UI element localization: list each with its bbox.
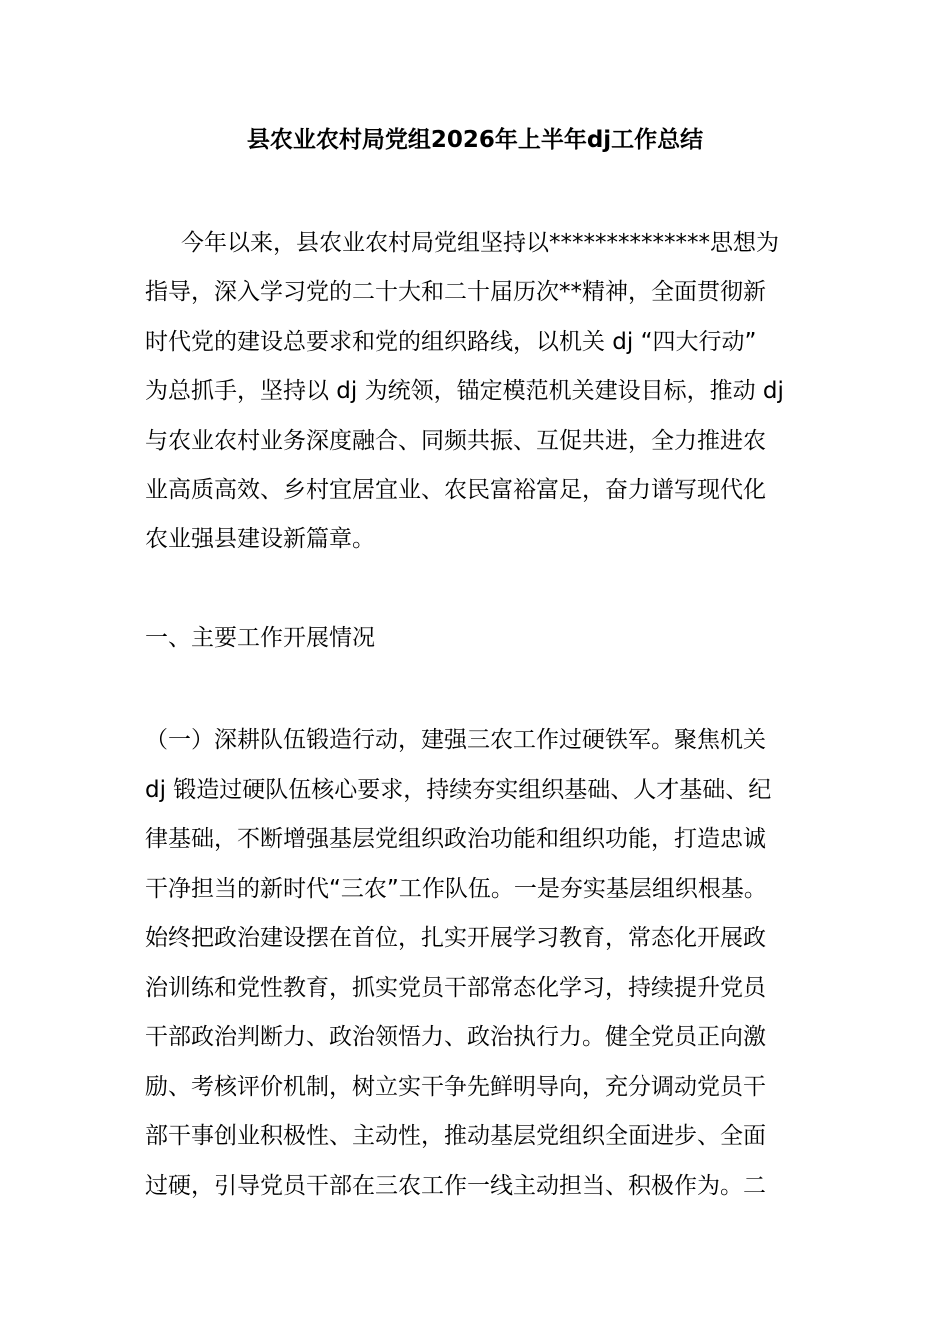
intro-line: 指导，深入学习党的二十大和二十届历次**精神，全面贯彻新: [145, 279, 766, 305]
document-title: 县农业农村局党组2026年上半年dj工作总结: [246, 127, 704, 153]
body-line: 部干事创业积极性、主动性，推动基层党组织全面进步、全面: [145, 1123, 766, 1149]
body-line: 干部政治判断力、政治领悟力、政治执行力。健全党员正向激: [145, 1024, 766, 1050]
intro-line: 时代党的建设总要求和党的组织路线，以机关 dj “四大行动”: [145, 329, 757, 355]
body-line: （一）深耕队伍锻造行动，建强三农工作过硬铁军。聚焦机关: [145, 727, 766, 753]
body-line: 干净担当的新时代“三农”工作队伍。一是夯实基层组织根基。: [145, 876, 767, 902]
intro-line: 今年以来，县农业农村局党组坚持以**************思想为: [181, 230, 779, 256]
section-heading: 一、主要工作开展情况: [145, 625, 375, 651]
body-line: dj 锻造过硬队伍核心要求，持续夯实组织基础、人才基础、纪: [145, 777, 772, 803]
body-line: 始终把政治建设摆在首位，扎实开展学习教育，常态化开展政: [145, 925, 766, 951]
body-line: 律基础，不断增强基层党组织政治功能和组织功能，打造忠诚: [145, 826, 766, 852]
intro-line: 业高质高效、乡村宜居宜业、农民富裕富足，奋力谱写现代化: [145, 477, 766, 503]
intro-line: 农业强县建设新篇章。: [145, 526, 375, 552]
intro-line: 与农业农村业务深度融合、同频共振、互促共进，全力推进农: [145, 428, 766, 454]
body-line: 治训练和党性教育，抓实党员干部常态化学习，持续提升党员: [145, 975, 766, 1001]
body-line: 过硬，引导党员干部在三农工作一线主动担当、积极作为。二: [145, 1173, 766, 1199]
body-line: 励、考核评价机制，树立实干争先鲜明导向，充分调动党员干: [145, 1074, 766, 1100]
intro-line: 为总抓手，坚持以 dj 为统领，锚定模范机关建设目标，推动 dj: [145, 378, 784, 404]
